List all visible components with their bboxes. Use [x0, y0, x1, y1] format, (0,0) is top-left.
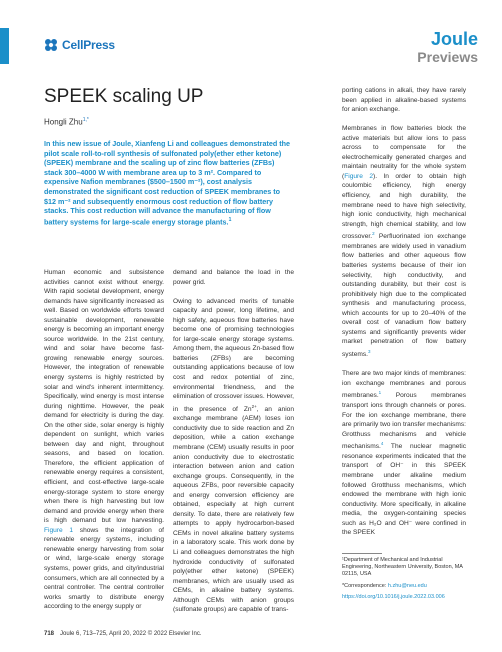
- reference-link[interactable]: 4: [380, 441, 384, 447]
- doi: [342, 594, 466, 601]
- footnotes: [342, 557, 466, 605]
- paragraph-text: shows the integration of renewable energy systems, including renewable energy harvesting from solar or wind, large-scale energy storage systems, power grids, and city/industrial consumers, which are all connected by a central controller. The central controller works smartly to distribute energy according to the energy supply or: [44, 526, 164, 611]
- paragraph: [173, 297, 294, 615]
- paragraph: [342, 369, 466, 538]
- reference-link[interactable]: 3: [368, 348, 371, 354]
- cellpress-logo-icon: [44, 38, 58, 52]
- figure-link[interactable]: Figure 1: [44, 526, 74, 534]
- article-title: SPEEK scaling UP: [44, 86, 204, 107]
- email-link[interactable]: h.zhu@neu.edu: [387, 582, 427, 589]
- paragraph-text: Perfluorinated ion exchange membranes are widely used in vanadium flow batteries and other aqueous flow batteries systems because of their ion selectivity, high conductivity, and outstanding durability, but their cost is prohibitively high due to the complicated synthesis and manufacturing process, which accounts for up to 20–40% of the overall cost of vanadium flow battery systems and significantly prevents wider market penetration of flow battery systems.: [342, 233, 466, 359]
- cellpress-logo[interactable]: [44, 38, 115, 52]
- paragraph-text: ). In order to obtain high coulombic efficiency, high energy efficiency, and high durability, the membrane need to have high selectivity, high ionic conductivity, high mechanical strength, high chemical stability, and low crossover.: [342, 172, 466, 241]
- body-column-2: [173, 268, 294, 624]
- citation: Joule 6, 713–725, April 20, 2022 © 2022 Elsevier Inc.: [60, 631, 202, 637]
- paragraph-text: The nuclear magnetic resonance experiments indicated that the transport of OH⁻ in this SPEEK membrane under alkaline medium followed Grotthuss mechanisms, which endowed the membrane with high ionic conductivity. More specifically, in alkaline media, the oxygen-containing species such as H₂O and OH⁻ were confined in the SPEEK: [342, 443, 466, 537]
- author-name: Hongli Zhu: [44, 117, 83, 127]
- abstract-ref[interactable]: 1: [228, 216, 232, 223]
- paragraph-text: Membranes in flow batteries block the active materials but allow ions to pass across to compensate for the electrochemically generated charges and maintain neutrality for the whole system (: [342, 125, 466, 180]
- paragraph-text: Human economic and subsistence activities cannot exist without energy. With rapid societal development, energy demands have significantly increased as well. Based on worldwide efforts toward sustainable development, renewable energy is becoming an important energy source worldwide. In the 21st century, wind and solar have become fast-growing renewable energy sources. However, the integration of renewable energy systems is highly restricted by solar and wind's inherent intermittency. Specifically, wind energy is most intense during nighttime. However, the peak demand for electricity is during the day. On the other side, solar energy is highly dependent on sunlight, which varies between day and night, throughout seasons, and based on location. Therefore, the efficient application of renewable energy requires a consistent, efficient, and cost-effective large-scale energy-storage system to store energy when there is high harvesting but low demand and provide energy when there is high demand but low harvesting.: [44, 269, 164, 525]
- author-line: [44, 117, 89, 127]
- superscript: 2+: [251, 403, 257, 409]
- journal-name[interactable]: Joule: [430, 29, 478, 49]
- correspondence: [342, 583, 466, 590]
- affiliation: ¹Department of Mechanical and Industrial Engineering, Northeastern University, Boston, MA 02115, USA: [342, 557, 463, 578]
- page-footer: [44, 631, 202, 637]
- paragraph: [342, 124, 466, 360]
- page-number: 718: [44, 631, 55, 637]
- paragraph: porting cations in alkali, they have rarely been applied in alkaline-based systems for anion exchange.: [342, 87, 466, 114]
- journal-header: [417, 30, 478, 65]
- brand-name: CellPress: [62, 38, 115, 52]
- body-column-3: [342, 86, 466, 547]
- doi-link[interactable]: https://doi.org/10.1016/j.joule.2022.03.006: [342, 593, 445, 600]
- author-marks[interactable]: 1,*: [82, 117, 89, 123]
- paragraph: [44, 268, 164, 612]
- figure-link[interactable]: Figure 2: [344, 172, 373, 180]
- reference-link[interactable]: 1: [378, 390, 382, 396]
- reference-link[interactable]: 2: [372, 231, 375, 237]
- correspondence-label: *Correspondence:: [342, 582, 388, 589]
- paragraph-text: , an anion exchange membrane (AEM) loses ion conductivity due to side reaction and Zn deposition, while a cation exchange membrane (CEM) usually results in poor anion conductivity due to electrostatic interaction between anion and cation exchange groups. Consequently, in the aqueous ZFBs, poor reversible capacity and energy conversion efficiency are obtained, especially at high current density. To date, there are relatively few attempts to apply hydrocarbon-based CEMs in novel alkaline battery systems in a laboratory scale. This work done by Li and colleagues demonstrates the high hydroxide conductivity of sulfonated poly(ether ether ketone) (SPEEK) membranes, which are usually used as CEMs, in alkaline battery systems. Although CEMs with anion groups (sulfonate groups) are capable of trans-: [173, 405, 294, 614]
- paragraph-text: Owing to advanced merits of tunable capacity and power, long lifetime, and high safety, aqueous flow batteries have become one of promising technologies for large-scale energy storage systems. Among them, the aqueous Zn-based flow batteries (ZFBs) are becoming outstanding applications because of low cost and redox potential of zinc, environmental friendness, and the elimination of crossover issues. However, in the presence of Zn: [173, 297, 294, 413]
- abstract: [44, 139, 292, 227]
- abstract-text: In this new issue of Joule, Xianfeng Li and colleagues demonstrated the pilot scale roll-to-roll synthesis of sulfonated poly(ether ether ketone) (SPEEK) membrane and the scaling up of zinc flow batteries (ZFBs) stack 300–4000 W with membrane area up to 3 m². Compared to expensive Nafion membranes ($500–1500 m⁻²), cost analysis demonstrated the significant cost reduction of SPEEK membranes to $12 m⁻² and subsequently enormous cost reduction of flow battery stacks. This cost reduction will advance the manufacturing of flow battery systems for large-scale energy storage plants.: [44, 139, 291, 227]
- accent-bar: [0, 28, 9, 64]
- body-column-1: [44, 268, 164, 621]
- paragraph-text: There are two major kinds of membranes: ion exchange membranes and porous membranes.: [342, 370, 466, 400]
- footnote-divider: [342, 553, 382, 554]
- section-name: Previews: [417, 49, 478, 65]
- paragraph: demand and balance the load in the power grid.: [173, 269, 294, 286]
- paragraph-text: Porous membranes transport ions through channels or pores. For the ion exchange membrane, there are primarily two ion transfer mechanisms: Grotthuss mechanisms and vehicle mechanisms.: [342, 392, 466, 451]
